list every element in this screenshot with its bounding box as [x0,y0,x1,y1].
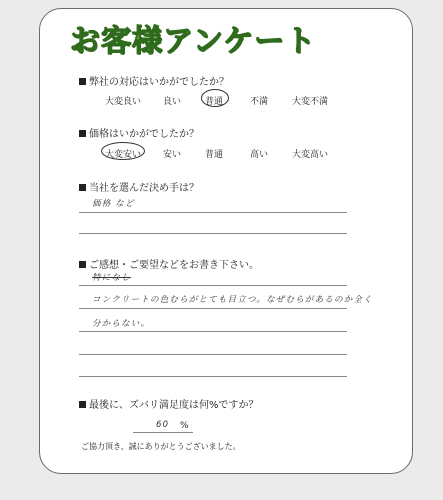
question-comments [79,256,259,271]
question-service [79,73,229,88]
service-option-unsatisfied: 不満 [250,97,269,107]
price-option-very-cheap: 大変安い [105,150,142,160]
question-satisfaction-label: 最後に、ズバリ満足度は何%ですか？ [89,400,259,411]
comments-answer-line-2: 分からない。 [92,319,151,329]
answer-line [79,308,347,309]
question-satisfaction [79,396,259,411]
question-price [79,125,199,140]
satisfaction-value: 60 [156,420,170,430]
question-service-label: 弊社の対応はいかがでしたか？ [89,77,229,88]
price-option-average: 普通 [205,150,224,160]
bullet-square-icon [79,78,86,85]
answer-line [79,354,347,355]
price-option-very-expensive: 大変高い [292,150,329,160]
survey-title: お客様アンケート [70,24,317,59]
service-option-very-good: 大変良い [105,97,142,107]
question-comments-label: ご感想・ご要望などをお書き下さい。 [89,260,259,271]
selected-circle-mark [101,142,145,160]
comments-answer-line-1: コンクリートの色むらがとても目立つ。なぜむらがあるのか全く [92,295,373,305]
bullet-square-icon [79,401,86,408]
selected-circle-mark [201,89,229,107]
deciding-factor-answer: 価格 など [92,199,135,209]
answer-line [79,376,347,377]
answer-line [79,331,347,332]
comments-struck-answer: 特になし [92,273,131,283]
service-option-very-unsatisfied: 大変不満 [292,97,329,107]
question-deciding-factor [79,179,199,194]
price-option-cheap: 安い [163,150,182,160]
service-option-good: 良い [163,97,182,107]
satisfaction-line [133,432,193,433]
question-price-label: 価格はいかがでしたか？ [89,129,199,140]
thanks-message: ご協力頂き、誠にありがとうございました。 [81,442,241,451]
price-option-expensive: 高い [250,150,269,160]
bullet-square-icon [79,130,86,137]
answer-line [79,233,347,234]
answer-line [79,212,347,213]
service-option-average: 普通 [205,97,224,107]
answer-line [79,285,347,286]
bullet-square-icon [79,184,86,191]
question-deciding-factor-label: 当社を選んだ決め手は？ [89,183,199,194]
satisfaction-unit: % [180,421,189,431]
bullet-square-icon [79,261,86,268]
